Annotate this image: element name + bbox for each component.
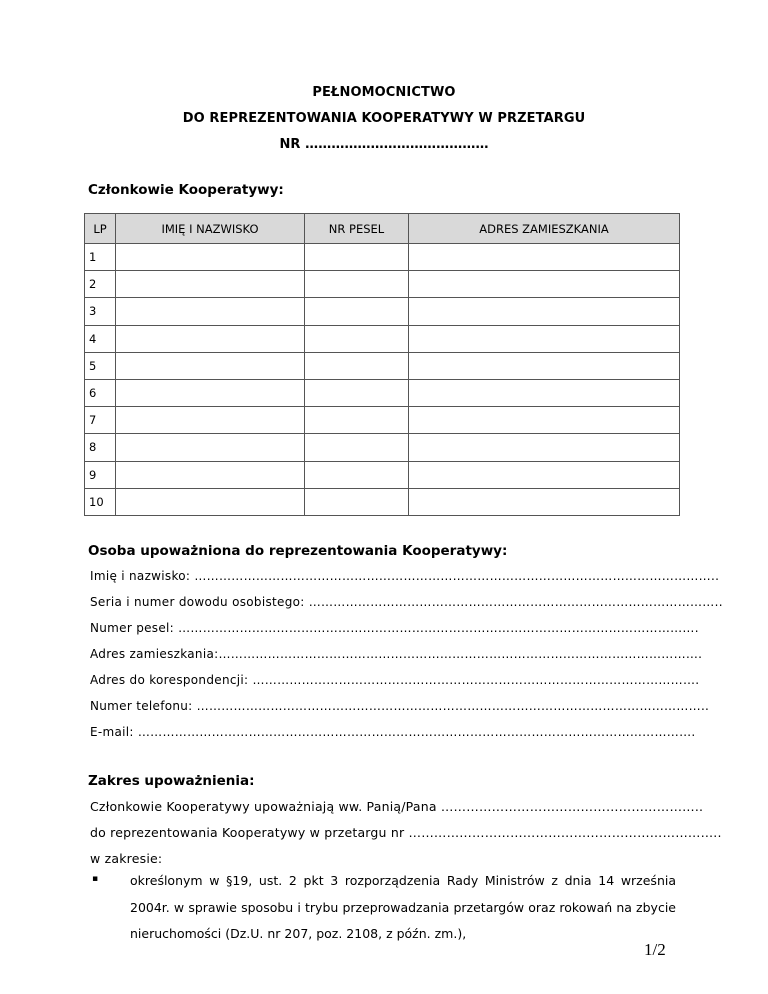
table-row bbox=[85, 434, 680, 461]
cell-address bbox=[409, 407, 680, 434]
cell-address bbox=[409, 488, 680, 515]
scope-line-tender: do reprezentowania Kooperatywy w przetargu nr ……………………………………………………………….. bbox=[90, 825, 722, 840]
representative-heading: Osoba upoważniona do reprezentowania Kooperatywy: bbox=[88, 543, 508, 559]
cell-address bbox=[409, 325, 680, 352]
cell-lp: 2 bbox=[85, 271, 116, 298]
members-heading: Członkowie Kooperatywy: bbox=[88, 182, 284, 198]
cell-name bbox=[116, 298, 305, 325]
table-row bbox=[85, 298, 680, 325]
table-row bbox=[85, 488, 680, 515]
table-header-row bbox=[85, 214, 680, 244]
page-number: 1/2 bbox=[644, 940, 666, 959]
scope-line-range: w zakresie: bbox=[90, 851, 163, 866]
column-header-name: IMIĘ I NAZWISKO bbox=[116, 214, 305, 244]
cell-pesel bbox=[305, 244, 409, 271]
cell-address bbox=[409, 434, 680, 461]
cell-lp: 3 bbox=[85, 298, 116, 325]
column-header-lp: LP bbox=[85, 214, 116, 244]
cell-lp: 1 bbox=[85, 244, 116, 271]
table-row bbox=[85, 244, 680, 271]
field-pesel: Numer pesel: ………………………………………………………………………………………………………………. bbox=[90, 621, 699, 635]
document-title: PEŁNOMOCNICTWO bbox=[312, 85, 456, 100]
cell-pesel bbox=[305, 298, 409, 325]
cell-name bbox=[116, 244, 305, 271]
cell-lp: 6 bbox=[85, 379, 116, 406]
cell-pesel bbox=[305, 488, 409, 515]
column-header-pesel: NR PESEL bbox=[305, 214, 409, 244]
cell-lp: 9 bbox=[85, 461, 116, 488]
cell-lp: 4 bbox=[85, 325, 116, 352]
cell-name bbox=[116, 325, 305, 352]
cell-lp: 5 bbox=[85, 352, 116, 379]
table-row bbox=[85, 407, 680, 434]
table-row bbox=[85, 461, 680, 488]
cell-address bbox=[409, 271, 680, 298]
cell-pesel bbox=[305, 379, 409, 406]
table-row bbox=[85, 325, 680, 352]
document-subtitle: DO REPREZENTOWANIA KOOPERATYWY W PRZETARGU bbox=[182, 111, 586, 126]
cell-pesel bbox=[305, 434, 409, 461]
cell-pesel bbox=[305, 271, 409, 298]
cell-name bbox=[116, 488, 305, 515]
cell-name bbox=[116, 379, 305, 406]
field-full-name: Imię i nazwisko: ……………………………………………………………………………………………………………….. bbox=[90, 569, 720, 583]
field-phone: Numer telefonu: …………………………………………………………………………………………………………….. bbox=[90, 699, 710, 713]
field-home-address: Adres zamieszkania:………………………………………………………………………………………………………. bbox=[90, 647, 703, 661]
document-number-line: NR …………………………………… bbox=[279, 137, 489, 152]
members-table bbox=[84, 213, 680, 516]
table-row bbox=[85, 379, 680, 406]
cell-address bbox=[409, 298, 680, 325]
table-row bbox=[85, 352, 680, 379]
cell-name bbox=[116, 407, 305, 434]
cell-name bbox=[116, 271, 305, 298]
field-id-document: Seria i numer dowodu osobistego: ……………………………………………………………………………………….. bbox=[90, 595, 723, 609]
cell-name bbox=[116, 461, 305, 488]
cell-lp: 10 bbox=[85, 488, 116, 515]
cell-address bbox=[409, 352, 680, 379]
cell-address bbox=[409, 379, 680, 406]
cell-pesel bbox=[305, 325, 409, 352]
cell-pesel bbox=[305, 352, 409, 379]
scope-heading: Zakres upoważnienia: bbox=[88, 773, 255, 789]
cell-lp: 8 bbox=[85, 434, 116, 461]
cell-pesel bbox=[305, 407, 409, 434]
scope-line-authorize: Członkowie Kooperatywy upoważniają ww. Panią/Pana …………………………………………………….. bbox=[90, 799, 704, 814]
bullet-icon: ▪ bbox=[92, 874, 99, 884]
cell-lp: 7 bbox=[85, 407, 116, 434]
cell-address bbox=[409, 244, 680, 271]
cell-name bbox=[116, 352, 305, 379]
cell-pesel bbox=[305, 461, 409, 488]
cell-address bbox=[409, 461, 680, 488]
column-header-address: ADRES ZAMIESZKANIA bbox=[409, 214, 680, 244]
field-correspondence-address: Adres do korespondencji: ………………………………………………………………………………………………. bbox=[90, 673, 700, 687]
field-email: E-mail: ………………………………………………………………………………………………………………………. bbox=[90, 725, 696, 739]
table-row bbox=[85, 271, 680, 298]
scope-bullet-text: określonym w §19, ust. 2 pkt 3 rozporządzenia Rady Ministrów z dnia 14 września 2004r. w sprawie sposobu i trybu przeprowadzania przetargów oraz rokowań na zbycie nieruchomości (Dz.U. nr 207, poz. 2108, z późn. zm.), bbox=[130, 873, 676, 941]
cell-name bbox=[116, 434, 305, 461]
